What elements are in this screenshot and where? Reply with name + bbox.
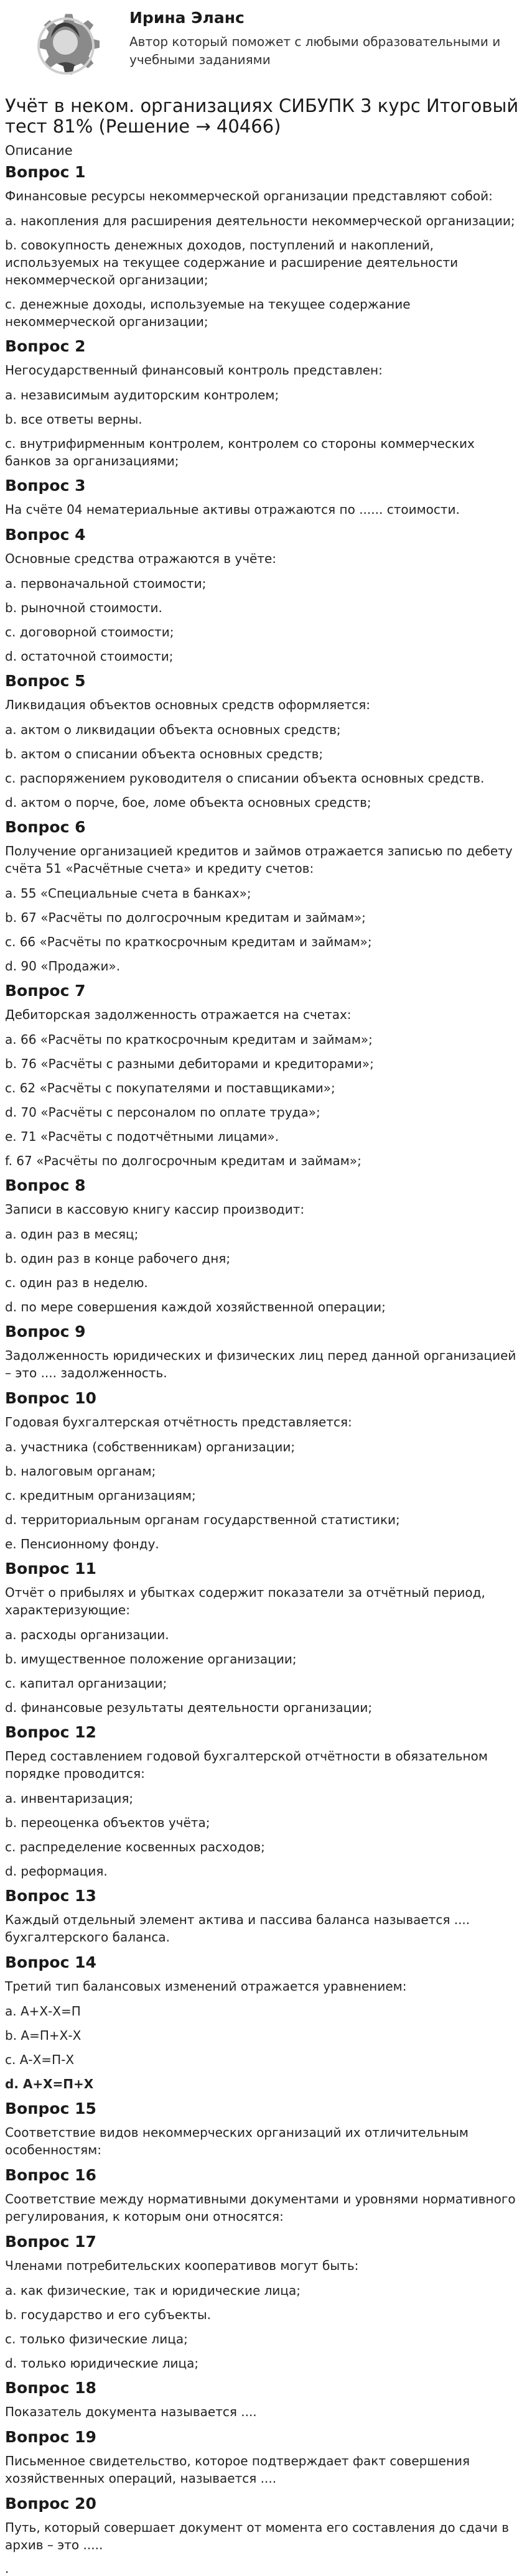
question-heading: Вопрос 15 [5,2099,96,2118]
answer-option: b. А=П+Х-Х [5,2028,82,2043]
answer-option: c. распоряжением руководителя о списании объекта основных средств. [5,771,485,786]
question-heading: Вопрос 8 [5,1176,86,1194]
question-heading: Вопрос 19 [5,2428,96,2446]
question-block [5,477,522,518]
answer-option: b. рыночной стоимости. [5,600,162,615]
answer-option: c. один раз в неделю. [5,1275,148,1290]
answer-option: d. реформация. [5,1864,108,1879]
question-block [5,337,522,470]
question-block [5,982,522,1169]
answer-option: c. денежные доходы, используемые на текущее содержание некоммерческой организации; [5,297,411,329]
answer-option: e. Пенсионному фонду. [5,1537,159,1551]
question-block [5,818,522,975]
answer-option: b. имущественное положение организации; [5,1652,297,1667]
answer-option: b. один раз в конце рабочего дня; [5,1251,231,1266]
answer-option: d. актом о порче, бое, ломе объекта основных средств; [5,795,371,810]
question-list [5,163,522,2554]
question-heading: Вопрос 4 [5,526,86,544]
question-text: Основные средства отражаются в учёте: [5,551,277,566]
question-text: Негосударственный финансовый контроль представлен: [5,363,383,378]
answer-option: c. только физические лица; [5,2332,188,2346]
question-block [5,1176,522,1316]
question-block [5,2099,522,2159]
answer-option: f. 67 «Расчёты по долгосрочным кредитам и займам»; [5,1153,361,1168]
answer-option: a. инвентаризация; [5,1791,134,1806]
answer-option: a. А+Х-Х=П [5,2004,81,2019]
question-text: Членами потребительских кооперативов могут быть: [5,2258,359,2273]
question-heading: Вопрос 20 [5,2495,96,2513]
question-block [5,1723,522,1880]
question-text: Дебиторская задолженность отражается на счетах: [5,1007,352,1022]
question-text: Каждый отдельный элемент актива и пассива баланса называется .... бухгалтерского баланса. [5,1912,470,1945]
author-description: Автор который поможет с любыми образовательными и учебными заданиями [129,34,501,67]
question-text: Путь, который совершает документ от момента его составления до сдачи в архив – это ..... [5,2520,510,2552]
answer-option: a. как физические, так и юридические лица; [5,2283,301,2298]
author-card [5,0,522,87]
question-text: Получение организацией кредитов и займов отражается записью по дебету счёта 51 «Расчётные счета» и кредиту счетов: [5,844,513,876]
question-text: Задолженность юридических и физических лиц перед данной организацией – это .... задолженность. [5,1348,516,1380]
question-heading: Вопрос 3 [5,477,86,495]
question-text: Отчёт о прибылях и убытках содержит показатели за отчётный период, характеризующие: [5,1585,485,1617]
question-heading: Вопрос 14 [5,1953,96,1971]
answer-option: a. расходы организации. [5,1627,169,1642]
description-label: Описание [5,143,73,158]
answer-option: b. государство и его субъекты. [5,2307,212,2322]
answer-option: a. первоначальной стоимости; [5,576,207,591]
question-text: Письменное свидетельство, которое подтверждает факт совершения хозяйственных операций, называется .... [5,2453,470,2486]
question-block [5,1953,522,2093]
question-block [5,2233,522,2372]
question-text: Перед составлением годовой бухгалтерской отчётности в обязательном порядке проводится: [5,1749,488,1781]
answer-option: b. совокупность денежных доходов, поступлений и накоплений, используемых на текущее содержание и расширение деятельности некоммерческой организации; [5,238,459,287]
answer-option: b. переоценка объектов учёта; [5,1815,210,1830]
answer-option: c. 66 «Расчёты по краткосрочным кредитам и займам»; [5,934,372,949]
question-block [5,163,522,330]
question-text: Соответствие между нормативными документами и уровнями нормативного регулирования, к которым они относятся: [5,2192,516,2224]
question-block [5,672,522,811]
question-block [5,1887,522,1946]
answer-option: c. А-Х=П-Х [5,2052,75,2067]
answer-option: d. А+Х=П+Х [5,2076,94,2091]
question-heading: Вопрос 1 [5,163,86,181]
question-text: Третий тип балансовых изменений отражается уравнением: [5,1979,407,1994]
question-heading: Вопрос 6 [5,818,86,836]
answer-option: d. по мере совершения каждой хозяйственной операции; [5,1300,386,1314]
answer-option: d. только юридические лица; [5,2356,199,2371]
question-block [5,2495,522,2554]
question-heading: Вопрос 13 [5,1887,96,1905]
question-block [5,2166,522,2225]
question-block [5,2428,522,2487]
answer-option: b. актом о списании объекта основных средств; [5,746,324,761]
answer-option: a. участника (собственникам) организации; [5,1439,296,1454]
author-name[interactable]: Ирина Эланс [129,9,245,27]
answer-option: d. остаточной стоимости; [5,649,174,664]
question-text: Записи в кассовую книгу кассир производит: [5,1202,305,1217]
answer-option: b. 67 «Расчёты по долгосрочным кредитам и займам»; [5,910,366,925]
question-text: Ликвидация объектов основных средств оформляется: [5,697,371,712]
answer-option: c. кредитным организациям; [5,1488,196,1503]
answer-option: d. 70 «Расчёты с персоналом по оплате труда»; [5,1105,320,1120]
question-text: На счёте 04 нематериальные активы отражаются по ...... стоимости. [5,502,460,517]
answer-option: c. 62 «Расчёты с покупателями и поставщиками»; [5,1081,335,1095]
answer-option: c. капитал организации; [5,1676,167,1691]
answer-option: a. накопления для расширения деятельности некоммерческой организации; [5,213,515,228]
question-text: Годовая бухгалтерская отчётность представляется: [5,1415,352,1430]
answer-option: d. 90 «Продажи». [5,959,121,974]
answer-option: e. 71 «Расчёты с подотчётными лицами». [5,1129,279,1144]
answer-option: c. договорной стоимости; [5,625,174,639]
question-block [5,1323,522,1382]
answer-option: a. актом о ликвидации объекта основных средств; [5,722,341,737]
question-block [5,1560,522,1716]
question-heading: Вопрос 11 [5,1560,96,1578]
question-heading: Вопрос 10 [5,1389,96,1407]
answer-option: b. 76 «Расчёты с разными дебиторами и кредиторами»; [5,1056,374,1071]
answer-option: d. территориальным органам государственной статистики; [5,1512,400,1527]
question-text: Финансовые ресурсы некоммерческой организации представляют собой: [5,188,493,203]
question-block [5,526,522,665]
answer-option: b. все ответы верны. [5,412,142,427]
question-heading: Вопрос 9 [5,1323,86,1341]
question-block [5,1389,522,1553]
question-heading: Вопрос 5 [5,672,86,690]
question-heading: Вопрос 16 [5,2166,96,2184]
answer-option: d. финансовые результаты деятельности организации; [5,1700,373,1715]
question-text: Показатель документа называется .... [5,2404,257,2419]
question-heading: Вопрос 7 [5,982,86,1000]
question-heading: Вопрос 17 [5,2233,96,2251]
answer-option: a. 66 «Расчёты по краткосрочным кредитам и займам»; [5,1032,373,1047]
question-heading: Вопрос 2 [5,337,86,355]
answer-option: a. 55 «Специальные счета в банках»; [5,886,251,901]
question-text: Соответствие видов некоммерческих организаций их отличительным особенностям: [5,2125,469,2157]
answer-option: c. внутрифирменным контролем, контролем со стороны коммерческих банков за организациями; [5,436,475,468]
end-mark: . [5,2561,9,2576]
answer-option: a. один раз в месяц; [5,1227,139,1242]
answer-option: b. налоговым органам; [5,1464,156,1479]
answer-option: c. распределение косвенных расходов; [5,1839,265,1854]
question-block [5,2379,522,2420]
answer-option: a. независимым аудиторским контролем; [5,388,279,402]
page-title: Учёт в неком. организациях СИБУПК 3 курс Итоговый тест 81% (Решение → 40466) [5,95,519,137]
question-heading: Вопрос 12 [5,1723,96,1741]
question-heading: Вопрос 18 [5,2379,96,2397]
author-avatar-icon [14,6,113,81]
